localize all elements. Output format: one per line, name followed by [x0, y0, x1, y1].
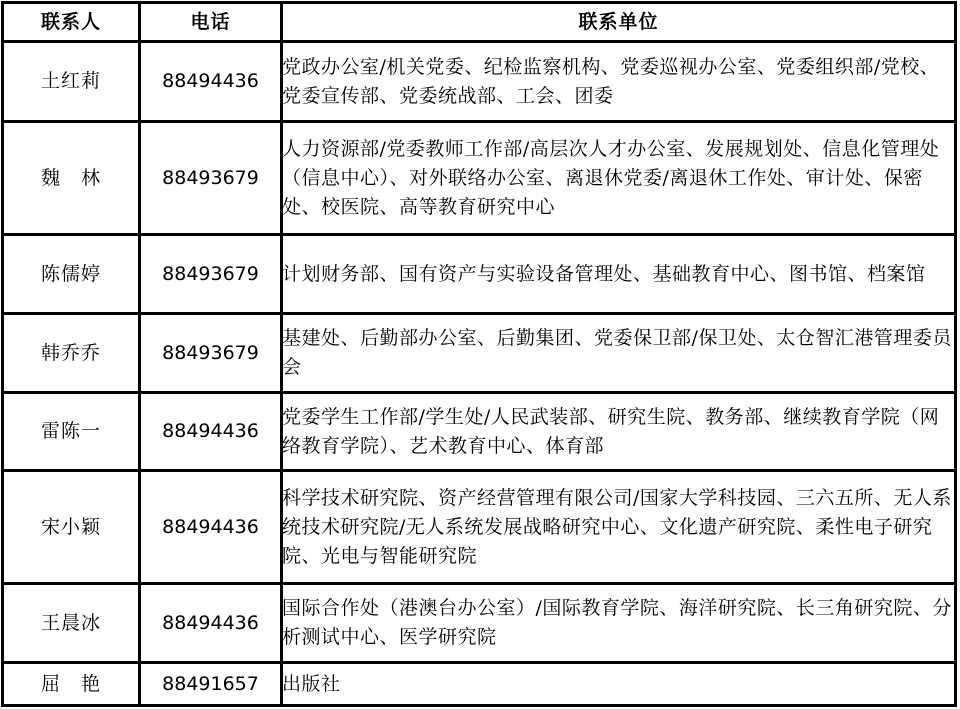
header-phone: 电话 [140, 1, 282, 42]
contact-units: 党委学生工作部/学生处/人民武装部、研究生院、教务部、继续教育学院（网络教育学院）、艺术教育中心、体育部 [282, 393, 957, 471]
table-row [1, 663, 957, 707]
contact-units: 科学技术研究院、资产经营管理有限公司/国家大学科技园、三六五所、无人系统技术研究院/无人系统发展战略研究中心、文化遗产研究院、柔性电子研究院、光电与智能研究院 [282, 471, 957, 584]
table-row [1, 393, 957, 471]
contact-units: 基建处、后勤部办公室、后勤集团、党委保卫部/保卫处、太仓智汇港管理委员会 [282, 314, 957, 393]
contact-phone: 88494436 [140, 42, 282, 122]
contact-phone: 88493679 [140, 314, 282, 393]
contact-name: 陈儒婷 [1, 235, 140, 314]
contact-name: 宋小颖 [1, 471, 140, 584]
contact-name: 魏 林 [1, 122, 140, 235]
contact-phone: 88493679 [140, 122, 282, 235]
contacts-table [1, 1, 957, 707]
contact-units: 出版社 [282, 663, 957, 707]
table-row [1, 584, 957, 663]
contact-name: 王晨冰 [1, 584, 140, 663]
contact-name: 屈 艳 [1, 663, 140, 707]
table-row [1, 122, 957, 235]
contact-phone: 88494436 [140, 584, 282, 663]
contact-units: 人力资源部/党委教师工作部/高层次人才办公室、发展规划处、信息化管理处（信息中心）、对外联络办公室、离退休党委/离退休工作处、审计处、保密处、校医院、高等教育研究中心 [282, 122, 957, 235]
contact-name: 土红莉 [1, 42, 140, 122]
contact-phone: 88491657 [140, 663, 282, 707]
header-units: 联系单位 [282, 1, 957, 42]
contact-units: 党政办公室/机关党委、纪检监察机构、党委巡视办公室、党委组织部/党校、党委宣传部、党委统战部、工会、团委 [282, 42, 957, 122]
contact-phone: 88493679 [140, 235, 282, 314]
table-row [1, 42, 957, 122]
table-row [1, 235, 957, 314]
table-row [1, 471, 957, 584]
header-row [1, 1, 957, 42]
header-contact: 联系人 [1, 1, 140, 42]
contact-phone: 88494436 [140, 393, 282, 471]
contact-name: 韩乔乔 [1, 314, 140, 393]
table-row [1, 314, 957, 393]
contact-units: 计划财务部、国有资产与实验设备管理处、基础教育中心、图书馆、档案馆 [282, 235, 957, 314]
contact-units: 国际合作处（港澳台办公室）/国际教育学院、海洋研究院、长三角研究院、分析测试中心、医学研究院 [282, 584, 957, 663]
contact-name: 雷陈一 [1, 393, 140, 471]
contact-phone: 88494436 [140, 471, 282, 584]
